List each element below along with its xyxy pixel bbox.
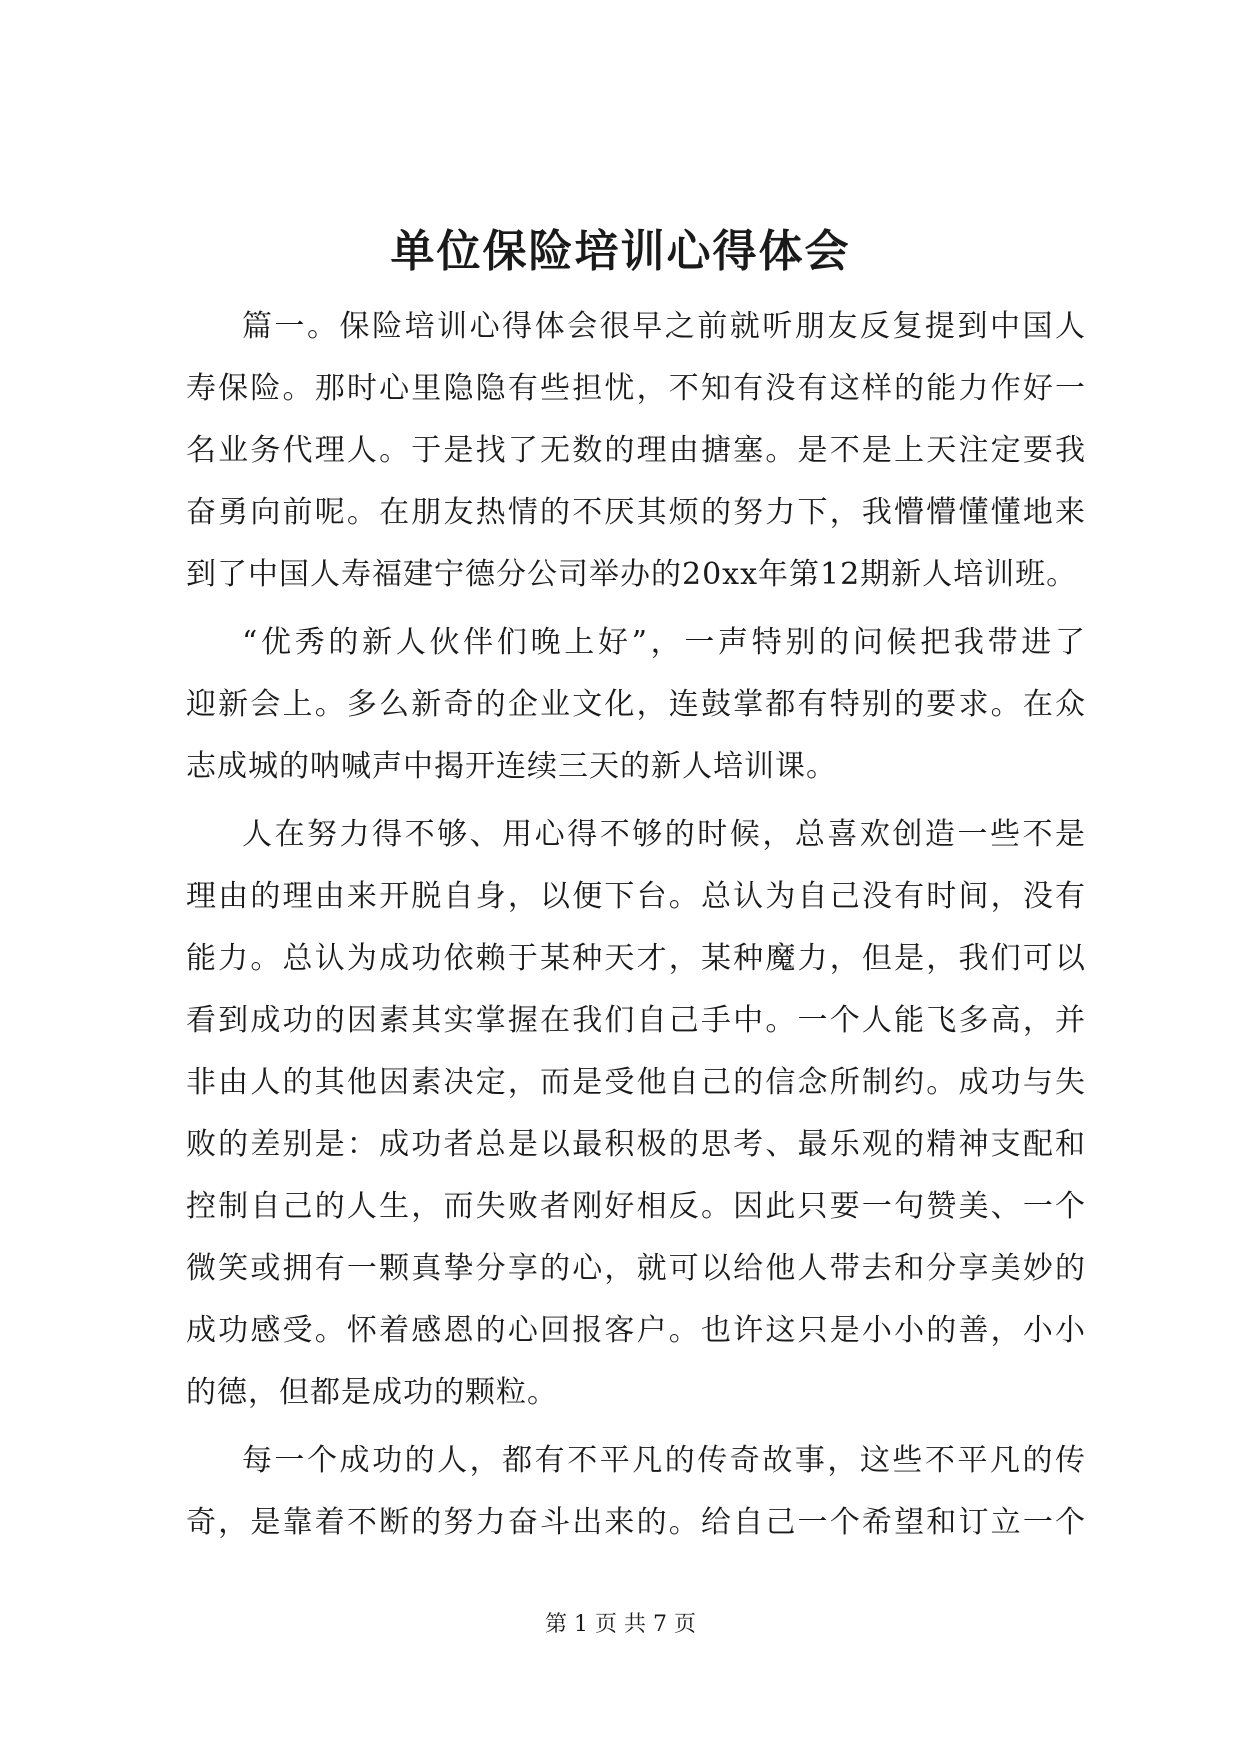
paragraph-line: 奋勇向前呢。在朋友热情的不厌其烦的努力下，我懵懵懂懂地来	[186, 495, 1086, 530]
paragraph-line: 败的差别是：成功者总是以最积极的思考、最乐观的精神支配和	[186, 1127, 1086, 1162]
paragraph-line: 理由的理由来开脱自身，以便下台。总认为自己没有时间，没有	[186, 879, 1086, 914]
paragraph-line: 篇一。保险培训心得体会很早之前就听朋友反复提到中国人	[242, 309, 1086, 344]
document-body	[186, 296, 1086, 1554]
document-title: 单位保险培训心得体会	[390, 226, 851, 277]
paragraph-line: 志成城的呐喊声中揭开连续三天的新人培训课。	[186, 749, 837, 784]
paragraph-line: 奇，是靠着不断的努力奋斗出来的。给自己一个希望和订立一个	[186, 1505, 1086, 1540]
paragraph-line: 每一个成功的人，都有不平凡的传奇故事，这些不平凡的传	[242, 1443, 1086, 1478]
paragraph-line: 控制自己的人生，而失败者刚好相反。因此只要一句赞美、一个	[186, 1189, 1086, 1224]
paragraph-line: “优秀的新人伙伴们晚上好”，一声特别的问候把我带进了	[242, 625, 1086, 660]
paragraph-line: 成功感受。怀着感恩的心回报客户。也许这只是小小的善，小小	[186, 1313, 1086, 1348]
paragraph-line: 看到成功的因素其实掌握在我们自己手中。一个人能飞多高，并	[186, 1003, 1086, 1038]
paragraph-line: 非由人的其他因素决定，而是受他自己的信念所制约。成功与失	[186, 1065, 1086, 1100]
paragraph-line: 人在努力得不够、用心得不够的时候，总喜欢创造一些不是	[242, 817, 1086, 852]
paragraph-line: 微笑或拥有一颗真挚分享的心，就可以给他人带去和分享美妙的	[186, 1251, 1086, 1286]
page-number-footer: 第 1 页 共 7 页	[545, 1612, 696, 1637]
paragraph-line: 名业务代理人。于是找了无数的理由搪塞。是不是上天注定要我	[186, 433, 1086, 468]
paragraph-line: 到了中国人寿福建宁德分公司举办的20xx年第12期新人培训班。	[186, 557, 1078, 592]
paragraph-line: 的德，但都是成功的颗粒。	[186, 1375, 558, 1410]
paragraph-line: 能力。总认为成功依赖于某种天才，某种魔力，但是，我们可以	[186, 941, 1086, 976]
paragraph-line: 迎新会上。多么新奇的企业文化，连鼓掌都有特别的要求。在众	[186, 687, 1086, 722]
paragraph-line: 寿保险。那时心里隐隐有些担忧，不知有没有这样的能力作好一	[186, 371, 1086, 406]
